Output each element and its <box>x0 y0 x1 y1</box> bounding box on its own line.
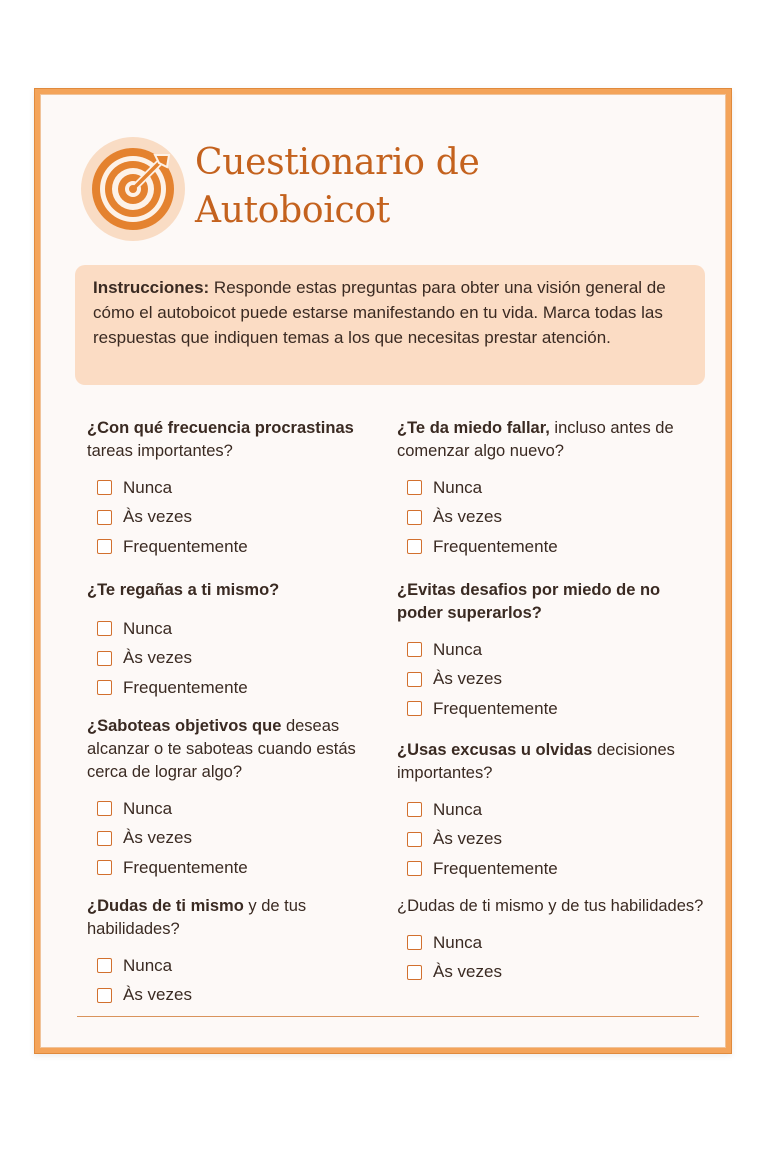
option-as-vezes[interactable] <box>87 981 397 1011</box>
checkbox[interactable] <box>407 935 422 950</box>
option-frequentemente[interactable] <box>87 532 397 562</box>
option-label: Às vezes <box>123 985 192 1005</box>
question-rest: decisiones importantes? <box>397 741 675 782</box>
option-frequentemente[interactable] <box>87 853 397 883</box>
question-text <box>397 739 707 785</box>
checkbox[interactable] <box>407 802 422 817</box>
question-5 <box>397 417 707 562</box>
question-rest: incluso antes de comenzar algo nuevo? <box>397 419 674 460</box>
checkbox[interactable] <box>407 832 422 847</box>
option-label: Às vezes <box>433 962 502 982</box>
option-label: Frequentemente <box>433 536 558 556</box>
checkbox[interactable] <box>97 651 112 666</box>
option-as-vezes[interactable] <box>397 503 707 533</box>
checkbox[interactable] <box>407 539 422 554</box>
option-as-vezes[interactable] <box>397 958 707 988</box>
option-nunca[interactable] <box>397 928 707 958</box>
question-bold: ¿Evitas desafios por miedo de no poder superarlos? <box>397 581 661 622</box>
question-3 <box>87 715 397 883</box>
question-2 <box>87 579 397 703</box>
option-as-vezes[interactable] <box>397 825 707 855</box>
option-nunca[interactable] <box>87 614 397 644</box>
option-label: Nunca <box>123 477 173 497</box>
checkbox[interactable] <box>407 861 422 876</box>
question-bold: ¿Usas excusas u olvidas <box>397 741 593 759</box>
option-frequentemente[interactable] <box>87 673 397 703</box>
title-line-1: Cuestionario de <box>195 142 480 183</box>
option-label: Frequentemente <box>433 858 558 878</box>
option-label: Frequentemente <box>123 677 248 697</box>
checkbox[interactable] <box>97 988 112 1003</box>
question-text <box>87 715 397 784</box>
logo <box>81 137 185 241</box>
question-bold: ¿Con qué frecuencia procrastinas <box>87 419 354 437</box>
option-label: Às vezes <box>433 829 502 849</box>
question-bold: ¿Te da miedo fallar, <box>397 419 550 437</box>
checkbox[interactable] <box>97 801 112 816</box>
question-bold: ¿Dudas de ti mismo <box>87 897 244 915</box>
option-label: Às vezes <box>123 648 192 668</box>
question-8 <box>397 895 707 987</box>
question-text <box>397 895 707 918</box>
checkbox[interactable] <box>97 680 112 695</box>
question-6 <box>397 579 697 724</box>
question-4 <box>87 895 397 1010</box>
question-rest: y de tus habilidades? <box>87 897 307 938</box>
option-as-vezes[interactable] <box>87 503 397 533</box>
question-rest: tareas importantes? <box>87 442 233 460</box>
option-frequentemente[interactable] <box>397 854 707 884</box>
target-arrow-icon <box>89 145 177 233</box>
question-rest: ¿Dudas de ti mismo y de tus habilidades? <box>397 897 704 915</box>
bottom-divider <box>77 1016 699 1017</box>
question-1 <box>87 417 397 562</box>
question-text <box>87 895 397 941</box>
checkbox[interactable] <box>407 965 422 980</box>
checkbox[interactable] <box>97 860 112 875</box>
option-label: Nunca <box>433 799 483 819</box>
question-bold: ¿Te regañas a ti mismo? <box>87 581 280 599</box>
question-text <box>87 579 397 602</box>
option-label: Frequentemente <box>123 857 248 877</box>
option-label: Nunca <box>123 618 173 638</box>
checkbox[interactable] <box>407 480 422 495</box>
checkbox[interactable] <box>407 642 422 657</box>
option-label: Às vezes <box>123 828 192 848</box>
option-as-vezes[interactable] <box>87 824 397 854</box>
option-label: Às vezes <box>123 507 192 527</box>
instructions-text: Responde estas preguntas para obter una visión general de cómo el autoboicot puede estarse manifestando en tu vida. Marca todas las respuestas que indiquen temas a los que necesitas prestar atención. <box>93 278 666 347</box>
option-as-vezes[interactable] <box>87 644 397 674</box>
checkbox[interactable] <box>97 510 112 525</box>
checkbox[interactable] <box>97 831 112 846</box>
instructions-panel <box>75 265 705 385</box>
option-nunca[interactable] <box>397 795 707 825</box>
option-nunca[interactable] <box>87 951 397 981</box>
option-label: Frequentemente <box>433 698 558 718</box>
option-nunca[interactable] <box>87 473 397 503</box>
option-nunca[interactable] <box>397 473 707 503</box>
title-line-2: Autoboicot <box>195 190 390 231</box>
checkbox[interactable] <box>97 621 112 636</box>
option-label: Às vezes <box>433 507 502 527</box>
option-label: Nunca <box>123 798 173 818</box>
option-frequentemente[interactable] <box>397 532 707 562</box>
option-label: Às vezes <box>433 669 502 689</box>
option-label: Frequentemente <box>123 536 248 556</box>
checkbox[interactable] <box>407 672 422 687</box>
option-label: Nunca <box>433 477 483 497</box>
checkbox[interactable] <box>97 480 112 495</box>
option-label: Nunca <box>433 639 483 659</box>
checkbox[interactable] <box>97 539 112 554</box>
question-text <box>397 579 697 625</box>
header <box>81 137 681 247</box>
page-title <box>195 139 655 235</box>
question-bold: ¿Saboteas objetivos que <box>87 717 282 735</box>
option-nunca[interactable] <box>397 635 697 665</box>
checkbox[interactable] <box>97 958 112 973</box>
option-nunca[interactable] <box>87 794 397 824</box>
option-label: Nunca <box>433 932 483 952</box>
option-label: Nunca <box>123 955 173 975</box>
question-text <box>87 417 397 463</box>
option-as-vezes[interactable] <box>397 665 697 695</box>
question-rest: deseas alcanzar o te saboteas cuando estás cerca de lograr algo? <box>87 717 356 781</box>
checkbox[interactable] <box>407 701 422 716</box>
questionnaire-sheet <box>34 88 732 1054</box>
instructions-label: Instrucciones: <box>93 278 210 297</box>
sheet-inner <box>40 94 726 1048</box>
question-text <box>397 417 707 463</box>
question-7 <box>397 739 707 884</box>
checkbox[interactable] <box>407 510 422 525</box>
option-frequentemente[interactable] <box>397 694 697 724</box>
